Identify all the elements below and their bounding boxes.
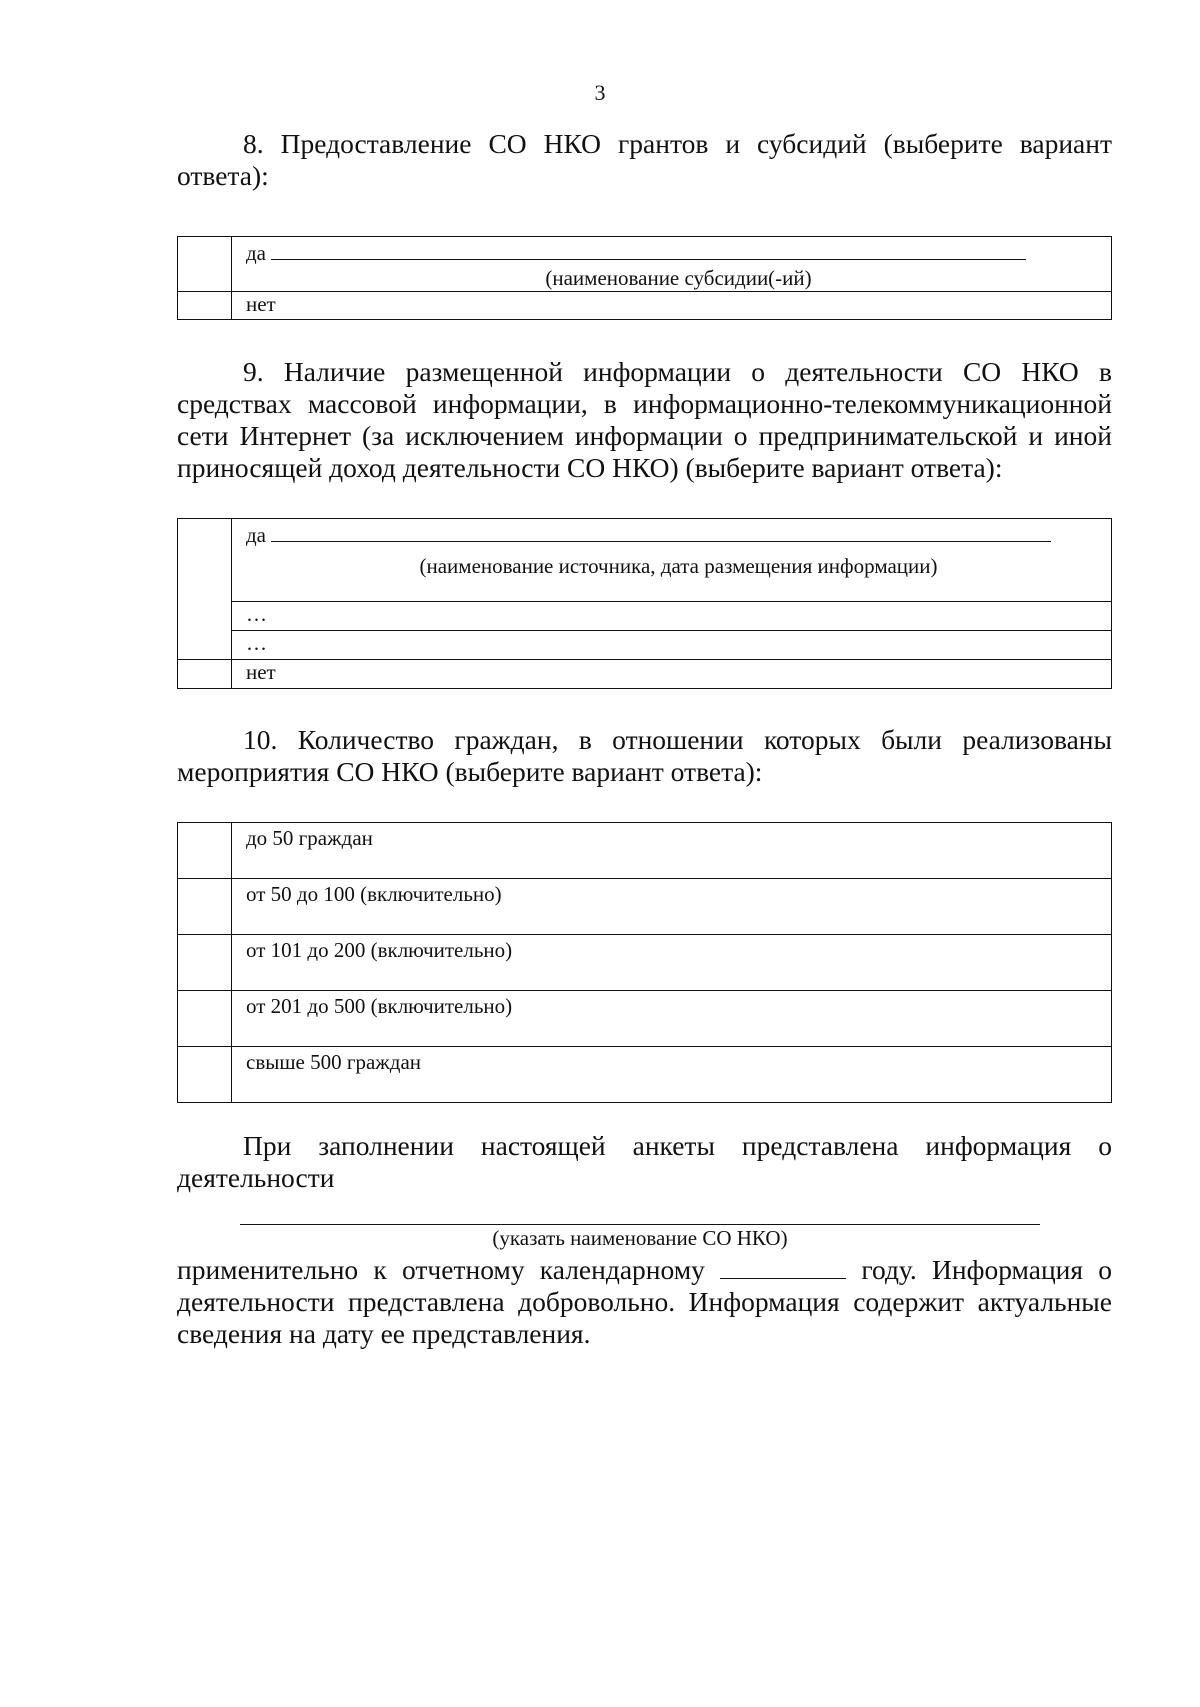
- option-caption: (наименование источника, дата размещения информации): [419, 554, 938, 578]
- checkbox-q10-3[interactable]: [178, 935, 232, 991]
- checkbox-q10-4[interactable]: [178, 991, 232, 1047]
- closing-text-after: году. Информация о деятельности представлена добровольно. Информация содержит актуальные сведения на дату ее представления.: [177, 1254, 1113, 1349]
- option-label: да: [246, 241, 267, 265]
- question-10-title: 10. Количество граждан, в отношении которых были реализованы мероприятия СО НКО (выберите вариант ответа):: [177, 724, 1112, 787]
- page-number: 3: [594, 80, 606, 105]
- option-label: от 101 до 200 (включительно): [246, 938, 513, 962]
- option-q8-yes: [232, 237, 1112, 292]
- closing-statement-line2: [177, 1254, 1112, 1350]
- closing-text-before: применительно к отчетному календарному: [177, 1254, 705, 1285]
- option-q10-5: [232, 1047, 1112, 1103]
- option-label: да: [246, 523, 267, 547]
- fill-in-line[interactable]: [271, 523, 1051, 542]
- option-q10-2: [232, 879, 1112, 935]
- option-q9-yes: [232, 519, 1112, 602]
- fill-in-line[interactable]: [271, 241, 1026, 260]
- question-8-title: 8. Предоставление СО НКО грантов и субсидий (выберите вариант ответа):: [177, 128, 1112, 191]
- option-label: до 50 граждан: [246, 826, 373, 850]
- option-q10-1: [232, 823, 1112, 879]
- option-q10-4: [232, 991, 1112, 1047]
- checkbox-q8-no[interactable]: [178, 292, 232, 320]
- option-q10-3: [232, 935, 1112, 991]
- organization-name-line[interactable]: [240, 1224, 1040, 1225]
- checkbox-q9-yes[interactable]: [178, 519, 232, 660]
- checkbox-q9-no[interactable]: [178, 660, 232, 689]
- question-9-title: 9. Наличие размещенной информации о деятельности СО НКО в средствах массовой информации, в информационно-телекоммуникационной сети Интернет (за исключением информации о предпринимательской и иной приносящей доход деятельности СО НКО) (выберите вариант ответа):: [177, 356, 1112, 483]
- checkbox-q10-5[interactable]: [178, 1047, 232, 1103]
- organization-name-caption: (указать наименование СО НКО): [492, 1226, 788, 1250]
- checkbox-q10-1[interactable]: [178, 823, 232, 879]
- reporting-year-blank[interactable]: [720, 1258, 846, 1279]
- option-label: …: [246, 602, 267, 626]
- option-caption: (наименование субсидии(-ий): [545, 266, 812, 290]
- checkbox-q10-2[interactable]: [178, 879, 232, 935]
- option-label: свыше 500 граждан: [246, 1050, 422, 1074]
- option-q9-no: [232, 660, 1112, 689]
- question-10-options: [177, 822, 1112, 1103]
- option-label: от 201 до 500 (включительно): [246, 994, 513, 1018]
- option-label: …: [246, 631, 267, 655]
- option-q8-no: [232, 292, 1112, 320]
- question-9-options: [177, 518, 1112, 689]
- option-q9-ellipsis-2: [232, 631, 1112, 660]
- option-label: от 50 до 100 (включительно): [246, 882, 502, 906]
- option-label: нет: [246, 660, 276, 684]
- checkbox-q8-yes[interactable]: [178, 237, 232, 292]
- question-8-options: [177, 236, 1112, 320]
- option-q9-ellipsis-1: [232, 602, 1112, 631]
- closing-statement-line1: При заполнении настоящей анкеты представлена информация о деятельности: [177, 1130, 1112, 1193]
- option-label: нет: [246, 292, 276, 316]
